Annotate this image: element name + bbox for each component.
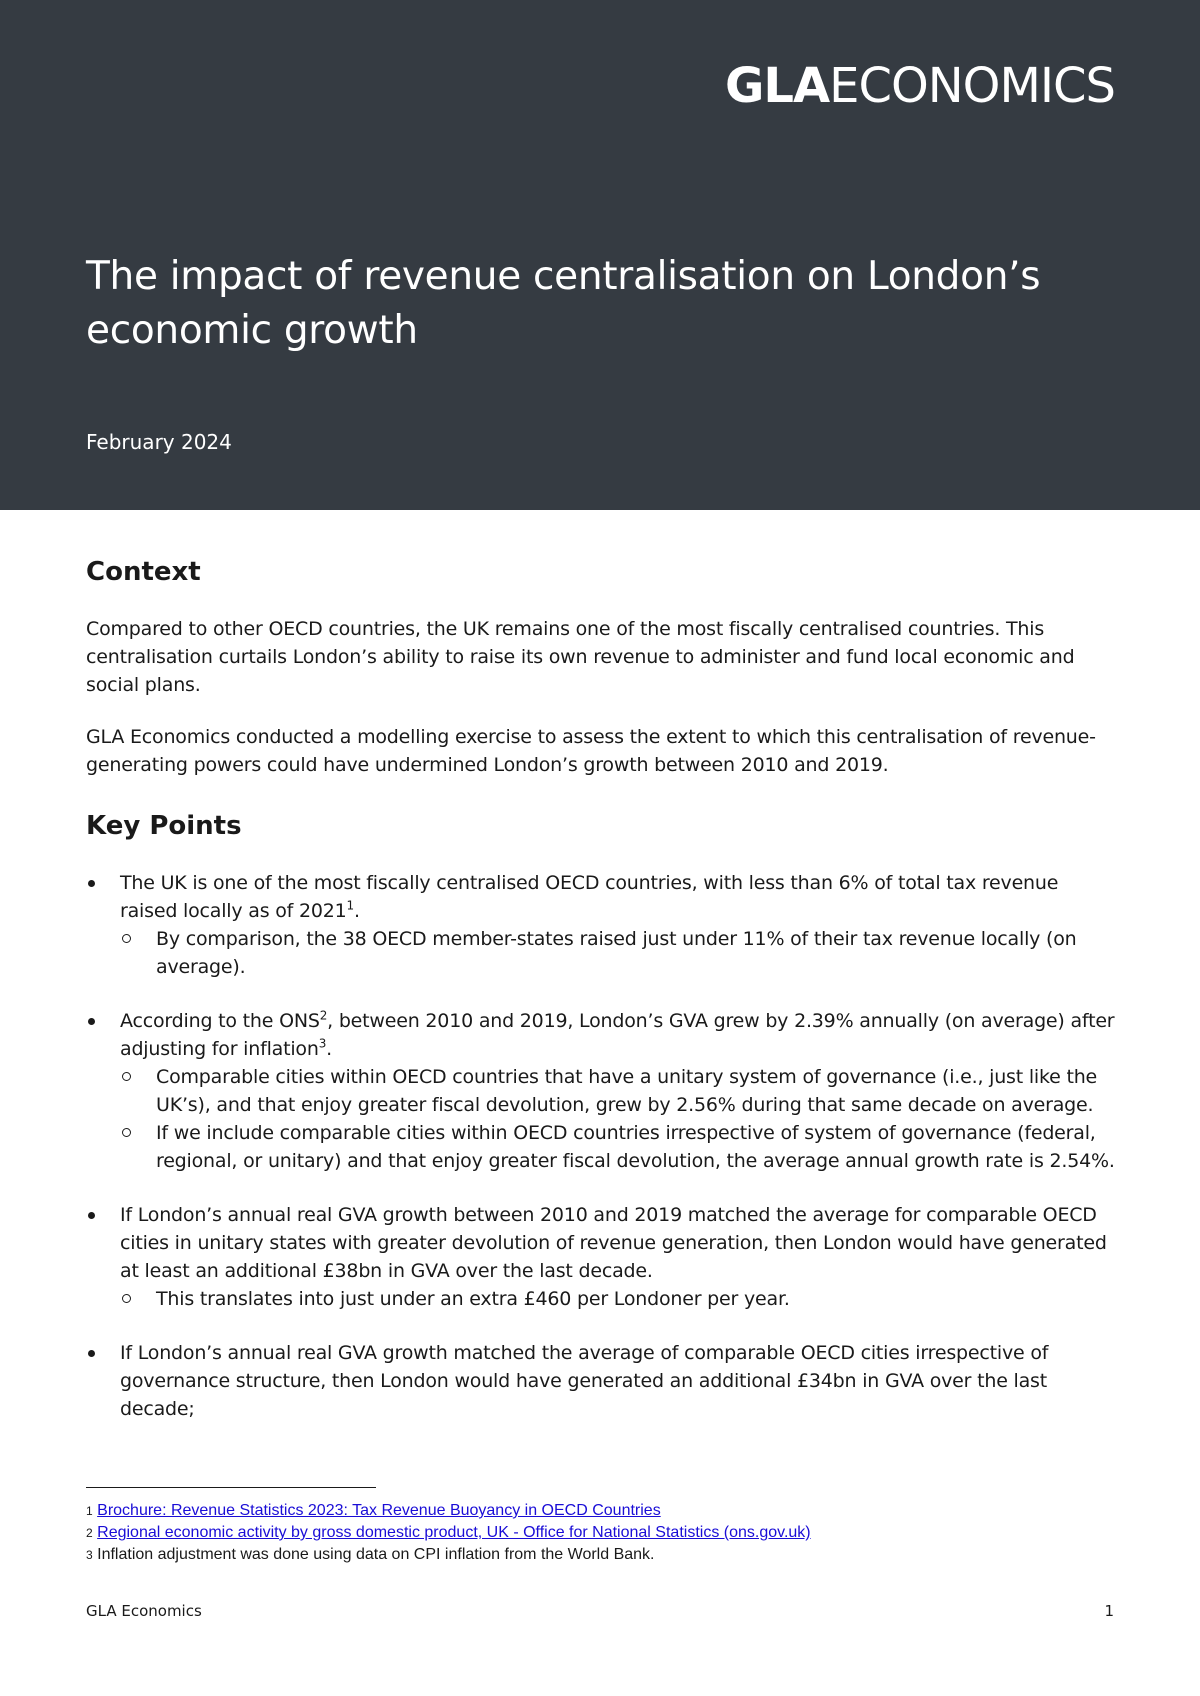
footnote-ref[interactable]: 2	[319, 1008, 328, 1023]
context-paragraph-2: GLA Economics conducted a modelling exercise to assess the extent to which this centralisation of revenue-generating powers could have undermined London’s growth between 2010 and 2019.	[86, 726, 1096, 776]
context-paragraph-1: Compared to other OECD countries, the UK remains one of the most fiscally centralised countries. This centralisation curtails London’s ability to raise its own revenue to administer and fund local economic and social plans.	[86, 618, 1075, 696]
footer-label: GLA Economics	[86, 1602, 202, 1620]
list-item: If London’s annual real GVA growth matched the average of comparable OECD cities irrespective of governance structure, then London would have generated an additional £34bn in GVA over the last decade;	[86, 1339, 1116, 1423]
sub-list-item: By comparison, the 38 OECD member-states raised just under 11% of their tax revenue locally (on average).	[120, 925, 1116, 981]
gla-economics-logo: GLAECONOMICS	[724, 58, 1115, 114]
sub-bullet-icon	[122, 1294, 131, 1303]
list-item: According to the ONS$^2$, between 2010 and 2019, London’s GVA grew by 2.39% annually (on average) after adjusting for inflation$^3$. Comparable cities within OECD countries that have a unitary system of governance (i.e., just like the UK’s), and that enjoy greater fiscal devolution, grew by 2.56% during that same decade on average. If we include comparable cities within OECD countries irrespective of system of governance (federal, regional, or unitary) and that enjoy greater fiscal devolution, the average annual growth rate is 2.54%.	[86, 1007, 1116, 1175]
list-item: If London’s annual real GVA growth between 2010 and 2019 matched the average for comparable OECD cities in unitary states with greater devolution of revenue generation, then London would have generated at least an additional £38bn in GVA over the last decade. This translates into just under an extra £460 per Londoner per year.	[86, 1201, 1116, 1313]
bullet-icon	[88, 1350, 95, 1357]
sub-bullet-icon	[122, 934, 131, 943]
key-points-heading: Key Points	[86, 811, 242, 841]
sub-list-item: Comparable cities within OECD countries that have a unitary system of governance (i.e., just like the UK’s), and that enjoy greater fiscal devolution, grew by 2.56% during that same decade on average.	[120, 1063, 1116, 1119]
sub-bullet-icon	[122, 1072, 131, 1081]
footnote-link-1[interactable]: Brochure: Revenue Statistics 2023: Tax Revenue Buoyancy in OECD Countries	[97, 1502, 661, 1519]
header-banner	[0, 0, 1200, 510]
main-content	[86, 555, 1116, 1449]
bullet-icon	[88, 1018, 95, 1025]
bullet-icon	[88, 880, 95, 887]
sub-bullet-icon	[122, 1128, 131, 1137]
footnotes	[86, 1500, 1086, 1566]
footnote-ref[interactable]: 3	[318, 1036, 327, 1051]
footnote-2: $^2$ Regional economic activity by gross domestic product, UK - Office for National Statistics (ons.gov.uk)	[86, 1524, 811, 1541]
sub-list-item: This translates into just under an extra £460 per Londoner per year.	[120, 1285, 1116, 1313]
footnote-3: $^3$ Inflation adjustment was done using data on CPI inflation from the World Bank.	[86, 1546, 655, 1563]
context-heading: Context	[86, 557, 201, 587]
footnote-link-2[interactable]: Regional economic activity by gross domestic product, UK - Office for National Statistics (ons.gov.uk)	[97, 1524, 811, 1541]
page-title: The impact of revenue centralisation on London’s economic growth	[86, 254, 1041, 353]
list-item: The UK is one of the most fiscally centralised OECD countries, with less than 6% of total tax revenue raised locally as of 2021$^1$. By comparison, the 38 OECD member-states raised just under 11% of their tax revenue locally (on average).	[86, 869, 1116, 981]
bullet-icon	[88, 1212, 95, 1219]
sub-list-item: If we include comparable cities within OECD countries irrespective of system of governance (federal, regional, or unitary) and that enjoy greater fiscal devolution, the average annual growth rate is 2.54%.	[120, 1119, 1116, 1175]
key-points-list	[86, 869, 1116, 1423]
page-number: 1	[1104, 1602, 1114, 1620]
footnote-1: $^1$ Brochure: Revenue Statistics 2023: Tax Revenue Buoyancy in OECD Countries	[86, 1502, 661, 1519]
publication-date: February 2024	[86, 430, 232, 454]
footnote-ref[interactable]: 1	[346, 898, 354, 913]
footnote-divider	[86, 1487, 376, 1488]
